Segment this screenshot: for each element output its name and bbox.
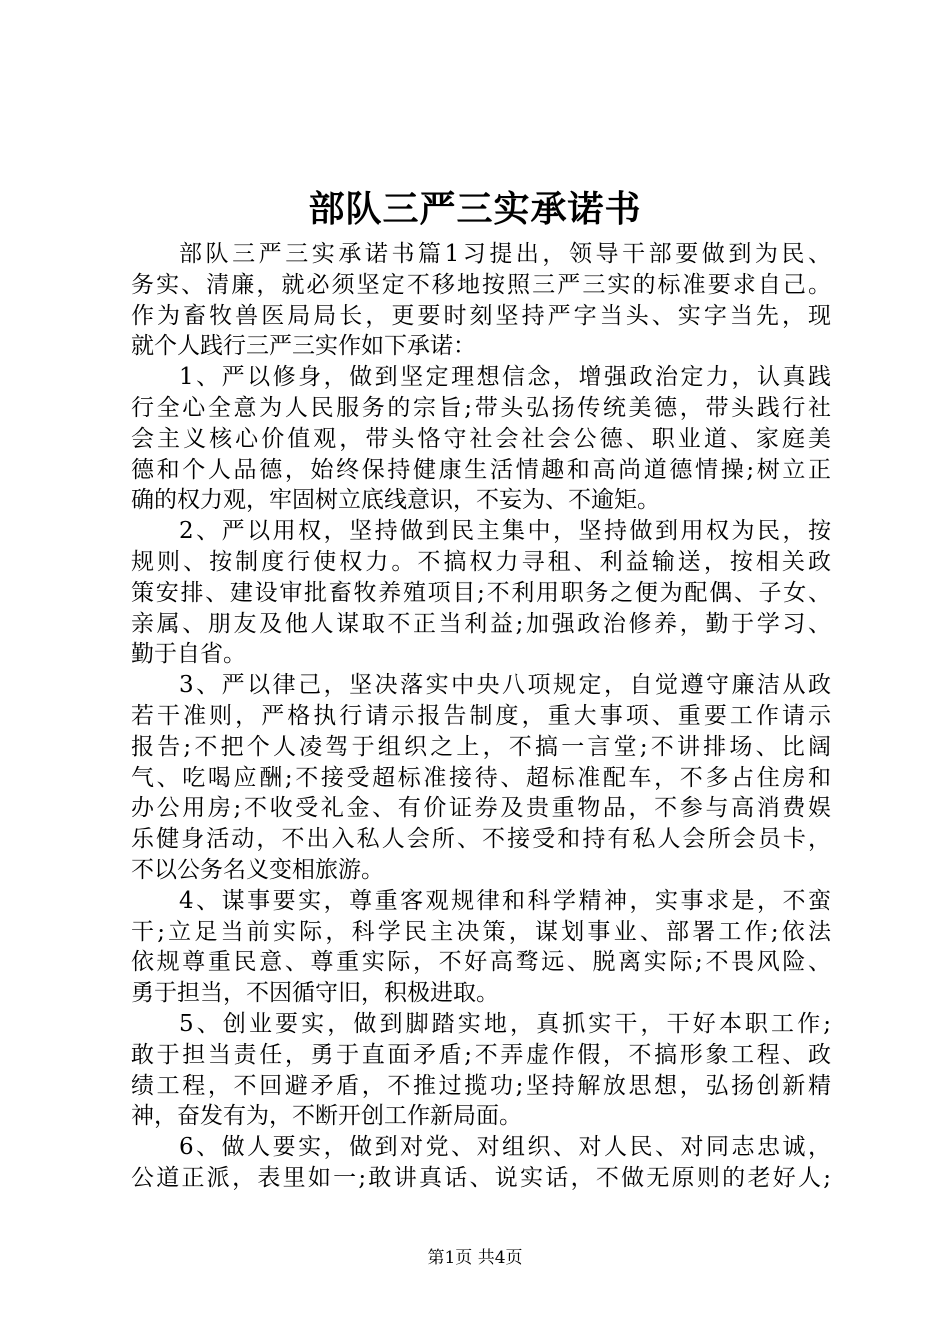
body-line: 办公用房;不收受礼金、有价证券及贵重物品，不参与高消费娱 <box>131 795 831 822</box>
body-line: 德和个人品德，始终保持健康生活情趣和高尚道德情操;树立正 <box>131 456 831 483</box>
body-line: 干;立足当前实际，科学民主决策，谋划事业、部署工作;依法 <box>131 918 831 945</box>
page-footer: 第1页 共4页 <box>427 1248 523 1268</box>
body-line: 2、严以用权，坚持做到民主集中，坚持做到用权为民，按 <box>179 518 831 545</box>
body-line: 规则、按制度行使权力。不搞权力寻租、利益输送，按相关政 <box>131 548 831 575</box>
body-line: 敢于担当责任，勇于直面矛盾;不弄虚作假，不搞形象工程、政 <box>131 1041 831 1068</box>
body-line: 若干准则，严格执行请示报告制度，重大事项、重要工作请示 <box>131 702 831 729</box>
body-line: 乐健身活动，不出入私人会所、不接受和持有私人会所会员卡， <box>131 826 831 853</box>
body-line: 神，奋发有为，不断开创工作新局面。 <box>131 1103 522 1130</box>
body-line: 气、吃喝应酬;不接受超标准接待、超标准配车，不多占住房和 <box>131 764 831 791</box>
body-line: 公道正派，表里如一;敢讲真话、说实话，不做无原则的老好人; <box>131 1164 831 1191</box>
document-body <box>131 239 831 1194</box>
body-line: 策安排、建设审批畜牧养殖项目;不利用职务之便为配偶、子女、 <box>131 579 831 606</box>
body-line: 依规尊重民意、尊重实际，不好高骛远、脱离实际;不畏风险、 <box>131 949 831 976</box>
body-line: 绩工程，不回避矛盾，不推过揽功;坚持解放思想，弘扬创新精 <box>131 1072 831 1099</box>
body-line: 3、严以律己，坚决落实中央八项规定，自觉遵守廉洁从政 <box>179 672 831 699</box>
body-line: 确的权力观，牢固树立底线意识，不妄为、不逾矩。 <box>131 487 660 514</box>
body-line: 不以公务名义变相旅游。 <box>131 856 384 883</box>
body-line: 行全心全意为人民服务的宗旨;带头弘扬传统美德，带头践行社 <box>131 394 831 421</box>
body-line: 勇于担当，不因循守旧，积极进取。 <box>131 980 499 1007</box>
body-line: 亲属、朋友及他人谋取不正当利益;加强政治修养，勤于学习、 <box>131 610 831 637</box>
body-line: 报告;不把个人凌驾于组织之上，不搞一言堂;不讲排场、比阔 <box>131 733 831 760</box>
body-line: 5、创业要实，做到脚踏实地，真抓实干，干好本职工作; <box>179 1010 831 1037</box>
body-line: 部队三严三实承诺书篇1习提出，领导干部要做到为民、 <box>179 241 831 267</box>
body-line: 6、做人要实，做到对党、对组织、对人民、对同志忠诚， <box>179 1134 831 1161</box>
body-line: 4、谋事要实，尊重客观规律和科学精神，实事求是，不蛮 <box>179 887 831 914</box>
document-title: 部队三严三实承诺书 <box>308 188 642 230</box>
body-line: 作为畜牧兽医局局长，更要时刻坚持严字当头、实字当先，现 <box>131 302 831 329</box>
body-line: 1、严以修身，做到坚定理想信念，增强政治定力，认真践 <box>179 364 831 391</box>
body-line: 会主义核心价值观，带头恪守社会社会公德、职业道、家庭美 <box>131 425 831 452</box>
body-line: 务实、清廉，就必须坚定不移地按照三严三实的标准要求自己。 <box>131 271 831 298</box>
body-line: 就个人践行三严三实作如下承诺： <box>131 333 476 360</box>
body-line: 勤于自省。 <box>131 641 246 668</box>
